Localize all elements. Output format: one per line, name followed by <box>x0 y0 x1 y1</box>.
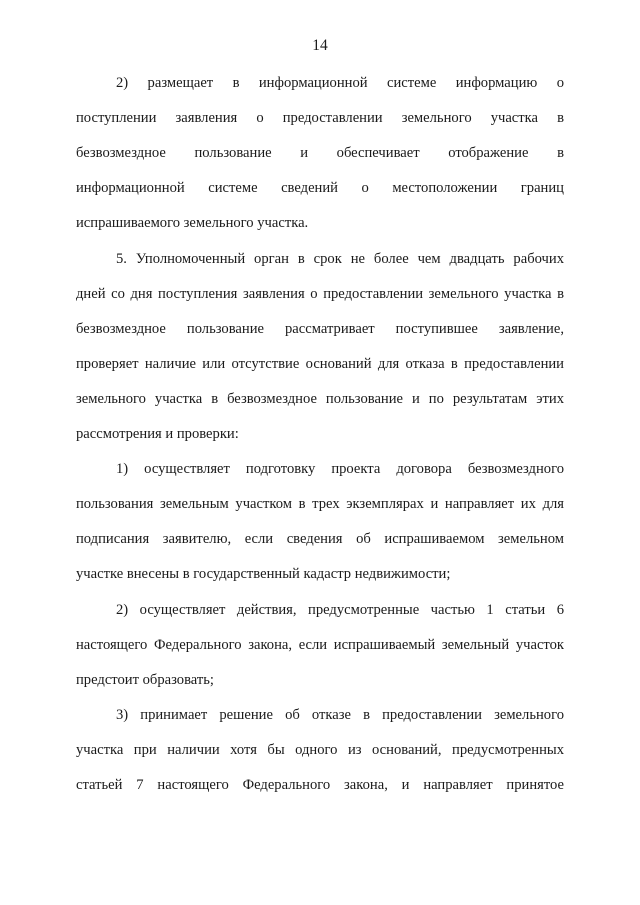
text-line: проверяет наличие или отсутствие оснований для отказа в предоставлении <box>76 356 564 372</box>
text-line: участке внесены в государственный кадастр недвижимости; <box>76 566 451 582</box>
text-line: безвозмездное пользование рассматривает поступившее заявление, <box>76 321 564 337</box>
text-line: 3) принимает решение об отказе в предоставлении земельного <box>116 707 564 723</box>
text-line: земельного участка в безвозмездное пользование и по результатам этих <box>76 391 564 407</box>
text-line: 5. Уполномоченный орган в срок не более чем двадцать рабочих <box>116 251 564 267</box>
text-line: информационной системе сведений о местоположении границ <box>76 180 564 196</box>
page-number: 14 <box>312 37 328 54</box>
text-line: статьей 7 настоящего Федерального закона, и направляет принятое <box>76 777 564 793</box>
text-line: настоящего Федерального закона, если испрашиваемый земельный участок <box>76 637 564 653</box>
text-line: безвозмездное пользование и обеспечивает отображение в <box>76 145 564 161</box>
text-line: рассмотрения и проверки: <box>76 426 239 442</box>
text-line: дней со дня поступления заявления о предоставлении земельного участка в <box>76 286 564 302</box>
text-line: поступлении заявления о предоставлении земельного участка в <box>76 110 564 126</box>
text-line: пользования земельным участком в трех экземплярах и направляет их для <box>76 496 564 512</box>
text-line: 2) размещает в информационной системе информацию о <box>116 75 564 91</box>
text-line: испрашиваемого земельного участка. <box>76 215 309 231</box>
text-line: предстоит образовать; <box>76 672 214 688</box>
text-line: 2) осуществляет действия, предусмотренные частью 1 статьи 6 <box>116 602 564 618</box>
text-line: 1) осуществляет подготовку проекта договора безвозмездного <box>116 461 564 477</box>
text-line: участка при наличии хотя бы одного из оснований, предусмотренных <box>76 742 564 758</box>
text-line: подписания заявителю, если сведения об испрашиваемом земельном <box>76 531 564 547</box>
